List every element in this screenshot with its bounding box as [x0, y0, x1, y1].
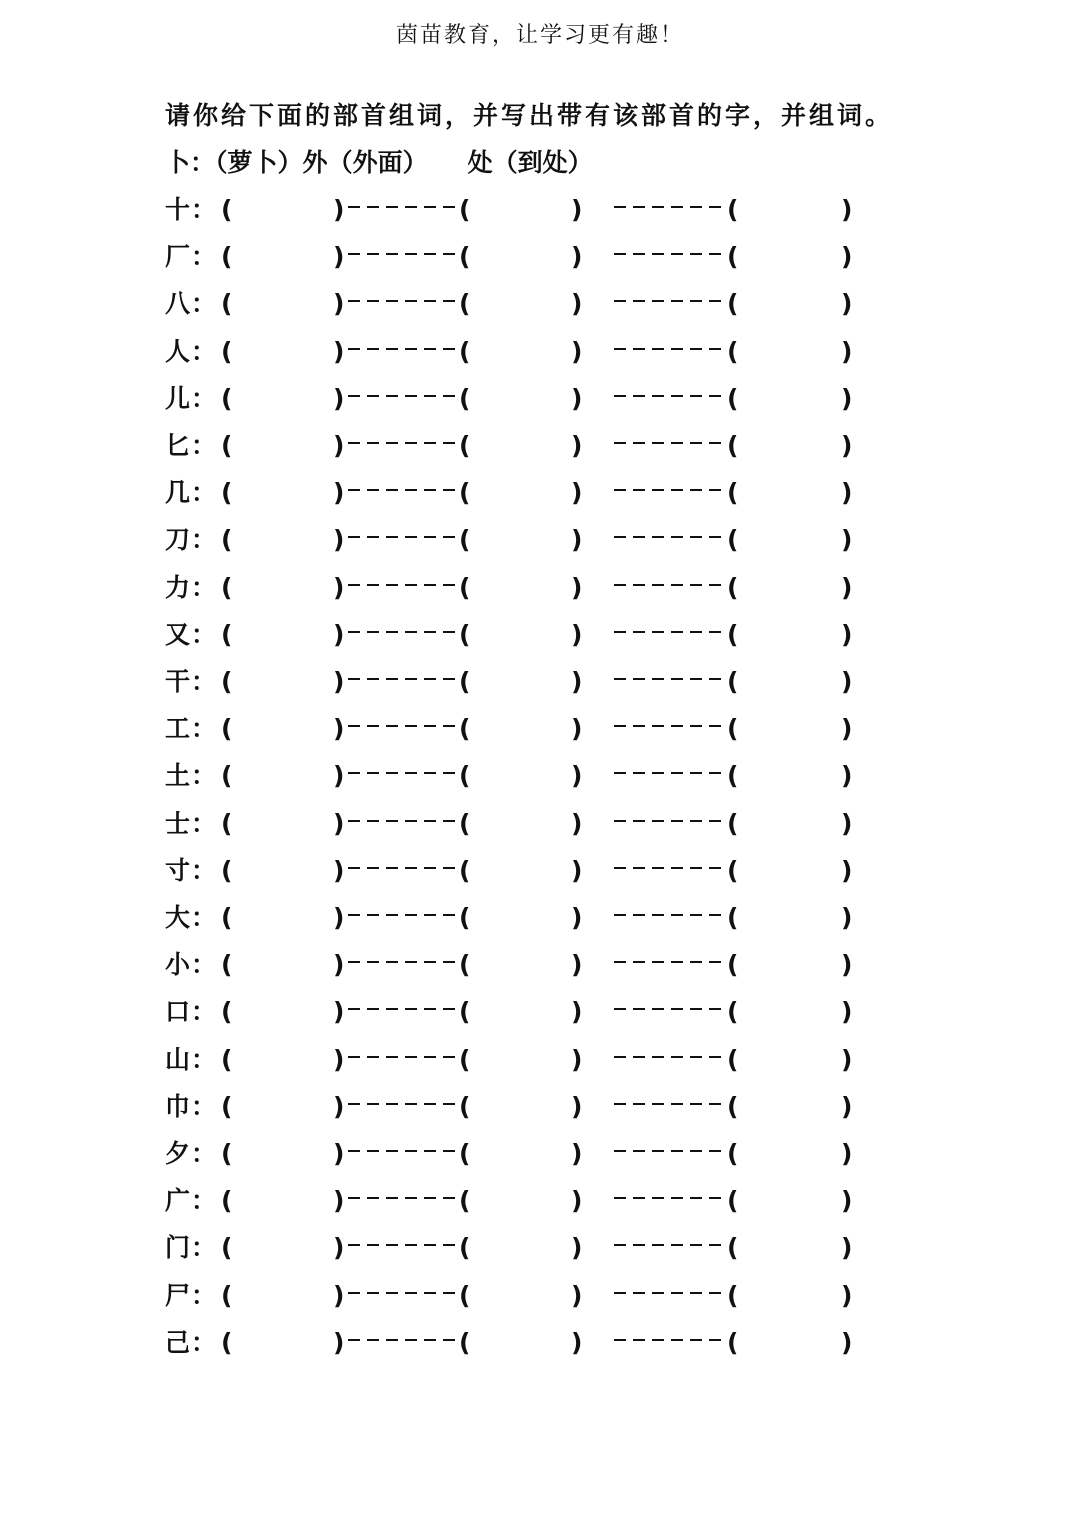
word-1-close-paren: ) [333, 572, 345, 602]
char-2-blank [348, 665, 458, 680]
colon: ： [191, 1091, 217, 1121]
colon: ： [191, 336, 217, 366]
colon: ： [191, 808, 217, 838]
word-1-open-paren: ( [221, 1280, 233, 1310]
word-2-open-paren: ( [459, 950, 471, 980]
word-2-close-paren: ) [571, 242, 583, 272]
char-3-blank [614, 1184, 726, 1199]
word-3-close-paren: ) [841, 195, 853, 224]
word-2-open-paren: ( [459, 903, 471, 932]
exercise-row [165, 240, 885, 274]
radical-label: 十 [165, 195, 191, 224]
word-3-open-paren: ( [727, 714, 739, 744]
word-1-open-paren: ( [221, 572, 233, 602]
colon: ： [191, 1233, 217, 1263]
word-2-open-paren: ( [459, 1091, 471, 1121]
word-1-close-paren: ) [333, 761, 345, 791]
word-1-open-paren: ( [221, 1327, 233, 1357]
word-1-open-paren: ( [221, 1139, 233, 1168]
word-2-close-paren: ) [571, 1091, 583, 1121]
word-3-open-paren: ( [727, 997, 739, 1027]
word-3-open-paren: ( [727, 1327, 739, 1357]
word-1-open-paren: ( [221, 667, 233, 696]
word-3-open-paren: ( [727, 619, 739, 649]
colon: ： [191, 950, 217, 980]
char-3-blank [614, 807, 726, 822]
word-1-open-paren: ( [221, 242, 233, 272]
char-3-blank [614, 948, 726, 963]
word-2-open-paren: ( [459, 242, 471, 272]
word-3-open-paren: ( [727, 242, 739, 272]
char-2-blank [348, 854, 458, 869]
char-2-blank [348, 382, 458, 397]
word-2-close-paren: ) [571, 1327, 583, 1357]
word-3-close-paren: ) [841, 714, 853, 744]
radical-label: 巾 [165, 1091, 191, 1121]
radical-label: 广 [165, 1186, 191, 1216]
instruction-text: 请你给下面的部首组词，并写出带有该部首的字，并组词。 [165, 101, 894, 130]
colon: ： [191, 714, 217, 744]
word-2-open-paren: ( [459, 1327, 471, 1357]
char-2-blank [348, 1043, 458, 1058]
word-3-close-paren: ) [841, 525, 853, 555]
word-2-close-paren: ) [571, 1233, 583, 1263]
char-3-blank [614, 1279, 726, 1294]
word-3-close-paren: ) [841, 289, 853, 319]
word-1-close-paren: ) [333, 1280, 345, 1310]
word-3-open-paren: ( [727, 1044, 739, 1074]
char-2-blank [348, 429, 458, 444]
radical-label: 大 [165, 903, 191, 932]
word-2-close-paren: ) [571, 572, 583, 602]
word-1-open-paren: ( [221, 195, 233, 224]
exercise-row [165, 193, 885, 227]
word-3-close-paren: ) [841, 1186, 853, 1216]
example-radical: 卜 [165, 148, 191, 177]
exercise-row [165, 1231, 885, 1265]
word-2-close-paren: ) [571, 525, 583, 555]
word-2-open-paren: ( [459, 619, 471, 649]
example-char-3: 处 [467, 148, 493, 177]
char-2-blank [348, 1279, 458, 1294]
example-word-3: （到处） [492, 148, 593, 177]
word-1-open-paren: ( [221, 1091, 233, 1121]
word-2-close-paren: ) [571, 431, 583, 460]
radical-label: 寸 [165, 855, 191, 885]
char-2-blank [348, 618, 458, 633]
word-3-close-paren: ) [841, 619, 853, 649]
char-2-blank [348, 1090, 458, 1105]
colon: ： [191, 195, 217, 224]
exercise-row [165, 382, 885, 416]
char-2-blank [348, 1184, 458, 1199]
word-2-open-paren: ( [459, 431, 471, 460]
radical-label: 八 [165, 289, 191, 319]
word-3-open-paren: ( [727, 1139, 739, 1168]
word-1-open-paren: ( [221, 950, 233, 980]
colon: ： [191, 997, 217, 1027]
word-2-close-paren: ) [571, 761, 583, 791]
word-1-close-paren: ) [333, 619, 345, 649]
radical-label: 人 [165, 336, 191, 366]
word-1-open-paren: ( [221, 431, 233, 460]
char-3-blank [614, 712, 726, 727]
word-2-open-paren: ( [459, 478, 471, 508]
exercise-row [165, 1043, 885, 1077]
word-3-close-paren: ) [841, 761, 853, 791]
exercise-row [165, 476, 885, 510]
radical-label: 刀 [165, 525, 191, 555]
word-3-open-paren: ( [727, 431, 739, 460]
word-3-close-paren: ) [841, 1139, 853, 1168]
char-2-blank [348, 287, 458, 302]
word-3-open-paren: ( [727, 336, 739, 366]
colon: ： [191, 855, 217, 885]
exercise-row [165, 1090, 885, 1124]
word-1-close-paren: ) [333, 903, 345, 932]
word-3-open-paren: ( [727, 525, 739, 555]
colon: ： [191, 242, 217, 272]
word-1-close-paren: ) [333, 950, 345, 980]
word-2-open-paren: ( [459, 383, 471, 413]
radical-label: 土 [165, 761, 191, 791]
exercise-row [165, 618, 885, 652]
word-1-open-paren: ( [221, 478, 233, 508]
char-2-blank [348, 571, 458, 586]
word-1-close-paren: ) [333, 431, 345, 460]
word-3-open-paren: ( [727, 572, 739, 602]
word-1-open-paren: ( [221, 336, 233, 366]
word-2-close-paren: ) [571, 1186, 583, 1216]
word-2-close-paren: ) [571, 1280, 583, 1310]
char-3-blank [614, 995, 726, 1010]
word-3-open-paren: ( [727, 667, 739, 696]
word-3-close-paren: ) [841, 903, 853, 932]
word-2-close-paren: ) [571, 1044, 583, 1074]
exercise-row [165, 1184, 885, 1218]
char-3-blank [614, 240, 726, 255]
word-1-close-paren: ) [333, 525, 345, 555]
word-1-close-paren: ) [333, 808, 345, 838]
word-1-close-paren: ) [333, 1186, 345, 1216]
exercise-row [165, 665, 885, 699]
radical-label: 力 [165, 572, 191, 602]
word-3-close-paren: ) [841, 1327, 853, 1357]
word-2-close-paren: ) [571, 478, 583, 508]
radical-label: 口 [165, 997, 191, 1027]
char-2-blank [348, 901, 458, 916]
colon: ： [191, 431, 217, 460]
radical-label: 尸 [165, 1280, 191, 1310]
word-2-close-paren: ) [571, 619, 583, 649]
word-2-open-paren: ( [459, 1139, 471, 1168]
word-2-open-paren: ( [459, 714, 471, 744]
word-3-open-paren: ( [727, 1233, 739, 1263]
word-3-open-paren: ( [727, 383, 739, 413]
word-1-close-paren: ) [333, 242, 345, 272]
radical-label: 又 [165, 619, 191, 649]
word-3-open-paren: ( [727, 195, 739, 224]
char-3-blank [614, 335, 726, 350]
exercise-row [165, 287, 885, 321]
radical-label: 几 [165, 478, 191, 508]
word-1-open-paren: ( [221, 903, 233, 932]
char-3-blank [614, 665, 726, 680]
word-3-open-paren: ( [727, 478, 739, 508]
radical-label: 己 [165, 1327, 191, 1357]
char-2-blank [348, 759, 458, 774]
char-3-blank [614, 1090, 726, 1105]
exercise-row [165, 429, 885, 463]
word-3-close-paren: ) [841, 997, 853, 1027]
example-colon: ： [190, 148, 216, 177]
word-1-close-paren: ) [333, 1233, 345, 1263]
colon: ： [191, 1044, 217, 1074]
word-3-open-paren: ( [727, 950, 739, 980]
word-2-close-paren: ) [571, 383, 583, 413]
char-3-blank [614, 854, 726, 869]
exercise-row [165, 854, 885, 888]
word-1-open-paren: ( [221, 855, 233, 885]
word-2-close-paren: ) [571, 808, 583, 838]
word-3-open-paren: ( [727, 761, 739, 791]
word-3-close-paren: ) [841, 572, 853, 602]
word-1-open-paren: ( [221, 714, 233, 744]
colon: ： [191, 761, 217, 791]
word-2-open-paren: ( [459, 1186, 471, 1216]
char-3-blank [614, 382, 726, 397]
char-3-blank [614, 287, 726, 302]
colon: ： [191, 525, 217, 555]
word-1-close-paren: ) [333, 714, 345, 744]
colon: ： [191, 667, 217, 696]
word-1-open-paren: ( [221, 808, 233, 838]
word-2-open-paren: ( [459, 289, 471, 319]
word-2-open-paren: ( [459, 855, 471, 885]
word-2-open-paren: ( [459, 761, 471, 791]
char-2-blank [348, 476, 458, 491]
word-3-close-paren: ) [841, 1091, 853, 1121]
word-2-open-paren: ( [459, 997, 471, 1027]
char-3-blank [614, 476, 726, 491]
char-2-blank [348, 523, 458, 538]
char-3-blank [614, 1137, 726, 1152]
colon: ： [191, 383, 217, 413]
char-3-blank [614, 618, 726, 633]
example-word-2: （外面） [327, 148, 428, 177]
char-2-blank [348, 1326, 458, 1341]
word-1-close-paren: ) [333, 1327, 345, 1357]
colon: ： [191, 619, 217, 649]
word-1-open-paren: ( [221, 761, 233, 791]
word-2-open-paren: ( [459, 525, 471, 555]
exercise-row [165, 901, 885, 935]
word-3-open-paren: ( [727, 808, 739, 838]
colon: ： [191, 1280, 217, 1310]
word-2-close-paren: ) [571, 667, 583, 696]
word-2-open-paren: ( [459, 1280, 471, 1310]
word-2-open-paren: ( [459, 667, 471, 696]
colon: ： [191, 572, 217, 602]
word-3-close-paren: ) [841, 1233, 853, 1263]
radical-label: 干 [165, 667, 191, 696]
exercise-row [165, 335, 885, 369]
word-1-close-paren: ) [333, 289, 345, 319]
char-2-blank [348, 807, 458, 822]
word-3-close-paren: ) [841, 808, 853, 838]
word-1-close-paren: ) [333, 195, 345, 224]
char-3-blank [614, 523, 726, 538]
word-2-open-paren: ( [459, 336, 471, 366]
exercise-row [165, 759, 885, 793]
word-2-open-paren: ( [459, 1044, 471, 1074]
word-1-open-paren: ( [221, 1044, 233, 1074]
exercise-row [165, 948, 885, 982]
word-1-close-paren: ) [333, 383, 345, 413]
word-2-close-paren: ) [571, 336, 583, 366]
exercise-row [165, 1137, 885, 1171]
radical-label: 厂 [165, 242, 191, 272]
radical-label: 山 [165, 1044, 191, 1074]
word-2-open-paren: ( [459, 572, 471, 602]
radical-label: 门 [165, 1233, 191, 1263]
word-3-close-paren: ) [841, 383, 853, 413]
word-2-close-paren: ) [571, 950, 583, 980]
word-1-close-paren: ) [333, 667, 345, 696]
example-line [165, 146, 593, 180]
radical-label: 工 [165, 714, 191, 744]
page-header: 茵苗教育，让学习更有趣！ [395, 23, 684, 48]
word-2-close-paren: ) [571, 903, 583, 932]
char-3-blank [614, 1231, 726, 1246]
word-2-close-paren: ) [571, 714, 583, 744]
colon: ： [191, 1139, 217, 1168]
word-1-open-paren: ( [221, 1186, 233, 1216]
example-word-1: （萝卜） [215, 148, 303, 177]
exercise-row [165, 807, 885, 841]
word-3-close-paren: ) [841, 478, 853, 508]
word-1-open-paren: ( [221, 525, 233, 555]
word-2-open-paren: ( [459, 808, 471, 838]
char-3-blank [614, 759, 726, 774]
char-2-blank [348, 948, 458, 963]
word-2-close-paren: ) [571, 289, 583, 319]
word-3-close-paren: ) [841, 950, 853, 980]
exercise-row [165, 523, 885, 557]
colon: ： [191, 478, 217, 508]
char-2-blank [348, 712, 458, 727]
word-3-close-paren: ) [841, 1280, 853, 1310]
word-1-close-paren: ) [333, 1139, 345, 1168]
word-2-open-paren: ( [459, 195, 471, 224]
word-3-close-paren: ) [841, 667, 853, 696]
word-1-open-paren: ( [221, 383, 233, 413]
word-1-close-paren: ) [333, 478, 345, 508]
char-3-blank [614, 571, 726, 586]
char-2-blank [348, 1231, 458, 1246]
colon: ： [191, 1327, 217, 1357]
word-2-close-paren: ) [571, 1139, 583, 1168]
word-2-open-paren: ( [459, 1233, 471, 1263]
char-2-blank [348, 1137, 458, 1152]
radical-label: 夕 [165, 1139, 191, 1168]
char-3-blank [614, 1326, 726, 1341]
char-3-blank [614, 901, 726, 916]
word-1-close-paren: ) [333, 336, 345, 366]
char-2-blank [348, 193, 458, 208]
word-3-open-paren: ( [727, 855, 739, 885]
word-1-close-paren: ) [333, 997, 345, 1027]
word-3-open-paren: ( [727, 903, 739, 932]
radical-label: 小 [165, 950, 191, 980]
word-3-open-paren: ( [727, 289, 739, 319]
word-3-open-paren: ( [727, 1280, 739, 1310]
exercise-row [165, 1326, 885, 1360]
word-3-close-paren: ) [841, 242, 853, 272]
word-3-open-paren: ( [727, 1091, 739, 1121]
char-3-blank [614, 429, 726, 444]
word-3-close-paren: ) [841, 855, 853, 885]
word-1-close-paren: ) [333, 1044, 345, 1074]
word-2-close-paren: ) [571, 195, 583, 224]
word-3-close-paren: ) [841, 336, 853, 366]
radical-label: 匕 [165, 431, 191, 460]
word-3-close-paren: ) [841, 1044, 853, 1074]
example-char-2: 外 [302, 148, 328, 177]
radical-label: 士 [165, 808, 191, 838]
word-1-close-paren: ) [333, 855, 345, 885]
exercise-row [165, 995, 885, 1029]
colon: ： [191, 903, 217, 932]
colon: ： [191, 289, 217, 319]
char-2-blank [348, 240, 458, 255]
word-1-open-paren: ( [221, 289, 233, 319]
word-2-close-paren: ) [571, 997, 583, 1027]
char-3-blank [614, 193, 726, 208]
word-3-open-paren: ( [727, 1186, 739, 1216]
word-1-open-paren: ( [221, 1233, 233, 1263]
radical-label: 儿 [165, 383, 191, 413]
exercise-row [165, 712, 885, 746]
word-1-close-paren: ) [333, 1091, 345, 1121]
exercise-row [165, 571, 885, 605]
word-1-open-paren: ( [221, 619, 233, 649]
exercise-row [165, 1279, 885, 1313]
colon: ： [191, 1186, 217, 1216]
char-3-blank [614, 1043, 726, 1058]
word-2-close-paren: ) [571, 855, 583, 885]
word-1-open-paren: ( [221, 997, 233, 1027]
word-3-close-paren: ) [841, 431, 853, 460]
char-2-blank [348, 995, 458, 1010]
char-2-blank [348, 335, 458, 350]
